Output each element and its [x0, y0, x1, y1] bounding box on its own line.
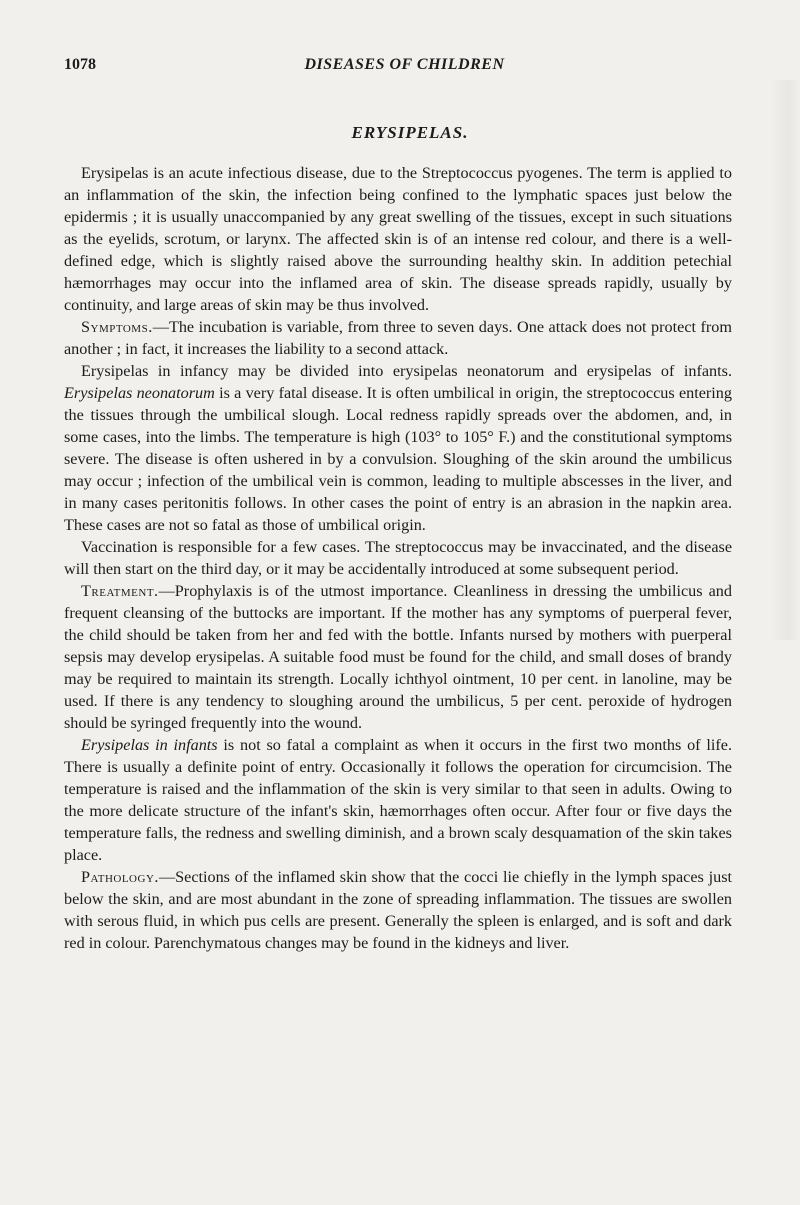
running-header [64, 56, 745, 80]
page-edge-shadow [770, 80, 800, 640]
paragraph-vaccination: Vaccination is responsible for a few cases. The streptococcus may be invaccinated, and the disease will then start on the third day, or it may be accidentally introduced at some subsequent period. [64, 538, 732, 578]
paragraph-pathology: Pathology.—Sections of the inflamed skin show that the cocci lie chiefly in the lymph spaces just below the skin, and are most abundant in the zone of spreading inflammation. The tissues are swollen with serous fluid, in which pus cells are present. Generally the spleen is enlarged, and is soft and dark red in colour. Parenchymatous changes may be found in the kidneys and liver. [64, 868, 732, 952]
paragraph-intro: Erysipelas is an acute infectious disease, due to the Streptococcus pyogenes. The term is applied to an inflammation of the skin, the infection being confined to the lymphatic spaces just below the epidermis ; it is usually unaccompanied by any great swelling of the tissues, except in such situations as the eyelids, scrotum, or larynx. The affected skin is of an intense red colour, and there is a well-defined edge, which is slightly raised above the surrounding healthy skin. In addition petechial hæmorrhages may occur into the inflamed area of skin. The disease spreads rapidly, usually by continuity, and large areas of skin may be thus involved. [64, 164, 732, 314]
pathology-heading: Pathology. [81, 868, 159, 886]
paragraph-symptoms: Symptoms.—The incubation is variable, from three to seven days. One attack does not protect from another ; in fact, it increases the liability to a second attack. [64, 318, 732, 358]
running-title: DISEASES OF CHILDREN [304, 56, 505, 73]
section-title: ERYSIPELAS. [351, 123, 469, 142]
neonatorum-term: Erysipelas neonatorum [64, 384, 215, 402]
symptoms-heading: Symptoms. [81, 318, 153, 336]
paragraph-treatment: Treatment.—Prophylaxis is of the utmost importance. Cleanliness in dressing the umbilicus and frequent cleansing of the buttocks are important. If the mother has any symptoms of puerperal fever, the child should be taken from her and fed with the bottle. Infants nursed by mothers with puerperal sepsis may develop erysipelas. A suitable food must be found for the child, and small doses of brandy may be required to maintain its strength. Locally ichthyol ointment, 10 per cent. in lanoline, may be used. If there is any tendency to sloughing around the umbilicus, 5 per cent. peroxide of hydrogen should be syringed frequently into the wound. [64, 582, 732, 732]
paragraph-infancy: Erysipelas in infancy may be divided into erysipelas neonatorum and erysipelas of infants. Erysipelas neonatorum is a very fatal disease. It is often umbilical in origin, the streptococcus entering the tissues through the umbilical slough. Local redness rapidly spreads over the abdomen, and, in some cases, into the limbs. The temperature is high (103° to 105° F.) and the constitutional symptoms severe. The disease is often ushered in by a convulsion. Sloughing of the skin around the umbilicus may occur ; infection of the umbilical vein is common, leading to multiple abscesses in the liver, and in many cases peritonitis follows. In other cases the point of entry is an abrasion in the napkin area. These cases are not so fatal as those of umbilical origin. [64, 362, 732, 534]
body-text [64, 162, 732, 954]
paragraph-infants: Erysipelas in infants is not so fatal a complaint as when it occurs in the first two months of life. There is usually a definite point of entry. Occasionally it follows the operation for circumcision. The temperature is raised and the inflammation of the skin is very similar to that seen in adults. Owing to the more delicate structure of the infant's skin, hæmorrhages often occur. After four or five days the temperature falls, the redness and swelling diminish, and a brown scaly desquamation of the skin takes place. [64, 736, 732, 864]
treatment-heading: Treatment. [81, 582, 159, 600]
infants-term: Erysipelas in infants [81, 736, 218, 754]
page-number: 1078 [64, 56, 96, 73]
